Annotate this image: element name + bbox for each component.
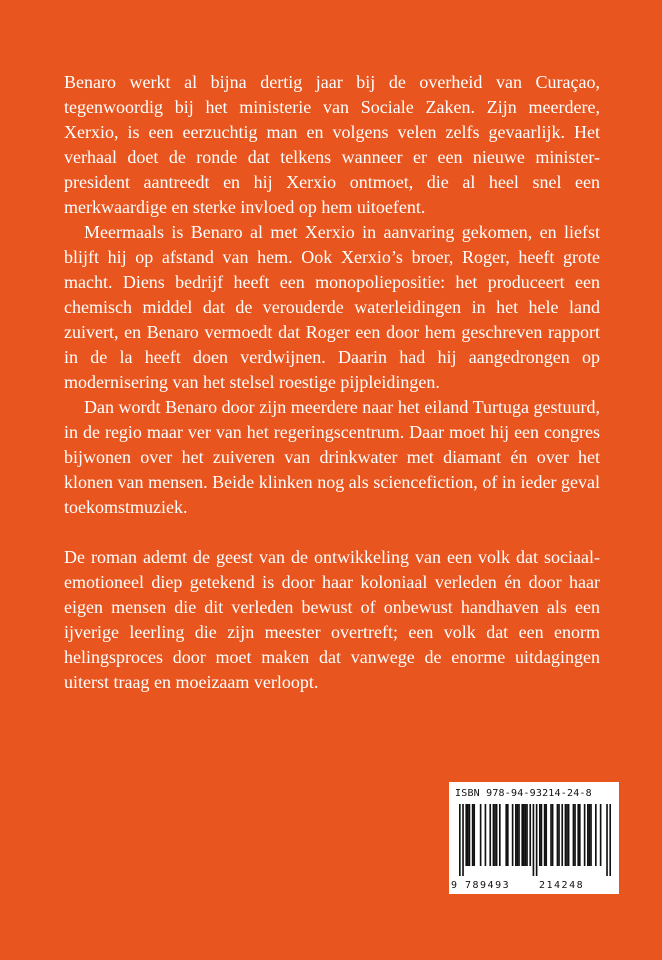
barcode-bar [465,804,467,866]
barcode-bar [517,804,519,866]
barcode-bar [579,804,581,866]
barcode-bar [565,804,567,866]
barcode-bar [606,804,608,876]
barcode-bar [545,804,547,866]
barcode-bar [561,804,563,866]
barcode-bar [493,804,495,866]
barcode-bar [472,804,474,866]
barcode-bar [518,804,520,866]
barcode-bar [595,804,597,866]
barcode-bar [552,804,554,866]
barcode-digits-right: 214248 [539,880,585,891]
barcode-bar [459,804,461,876]
barcode-bar [499,804,501,866]
barcode-bar [557,804,559,866]
isbn-barcode [449,782,619,894]
barcode-bar [568,804,570,866]
barcode-bars [459,804,611,876]
barcode-bar [544,804,546,866]
barcode-bar [462,804,464,876]
barcode-bar [577,804,579,866]
barcode-bar [480,804,482,866]
barcode-bar [467,804,469,866]
barcode-bar [526,804,528,866]
barcode-bar [469,804,471,866]
barcode-bar [600,804,602,866]
barcode-bar [529,804,531,866]
blurb-paragraph-1: Benaro werkt al bijna dertig jaar bij de overheid van Curaçao, tegenwoordig bij het ministerie van Sociale Zaken. Zijn meerdere, Xerxio, is een eerzuchtig man en volgens velen zelfs gevaarlijk. Het verhaal doet de ronde dat telkens wanneer er een nieuwe minister-president aantreedt en hij Xerxio ontmoet, die al heel snel een merkwaardige en sterke invloed op hem uitoefent. [64,72,600,217]
barcode-bar [515,804,517,866]
barcode-bar [590,804,592,866]
barcode-bar [609,804,611,876]
barcode-bar [573,804,575,866]
blurb-paragraph-3: Dan wordt Benaro door zijn meerdere naar het eiland Turtuga gestuurd, in de regio maar ver van het regeringscentrum. Daar moet hij een congres bijwonen over het zuiveren van drinkwater met diamant én over het klonen van mensen. Beide klinken nog als sciencefiction, of in ieder geval toekomstmuziek. [64,397,600,517]
barcode-bar [566,804,568,866]
barcode-bar [584,804,586,866]
back-cover-blurb [64,70,600,695]
barcode-graphic [459,804,611,876]
barcode-bar [587,804,589,866]
barcode-bar [541,804,543,866]
barcode-bar [525,804,527,866]
barcode-bar [507,804,509,866]
barcode-bar [539,804,541,866]
barcode-bar [523,804,525,866]
barcode-bar [521,804,523,866]
barcode-bar [589,804,591,866]
blurb-paragraph-4: De roman ademt de geest van de ontwikkeling van een volk dat sociaal-emotioneel diep getekend is door haar koloniaal verleden én door haar eigen mensen die dit verleden bewust of onbewust handhaven als een ijverige leerling die zijn meester overtreft; een volk dat een enorm helingsproces door moet maken dat vanwege de enorme uitdagingen uiterst traag en moeizaam verloopt. [64,547,600,692]
barcode-bar [489,804,491,866]
barcode-bar [550,804,552,866]
blurb-paragraph-2: Meermaals is Benaro al met Xerxio in aanvaring gekomen, en liefst blijft hij op afstand van hem. Ook Xerxio’s broer, Roger, heeft grote macht. Diens bedrijf heeft een monopoliepositie: het produceert een chemisch middel dat de verouderde waterleidingen in het hele land zuivert, en Benaro vermoedt dat Roger een door hem geschreven rapport in de la heeft doen verdwijnen. Daarin had hij aangedrongen op modernisering van het stelsel roestige pijpleidingen. [64,222,600,392]
barcode-bar [512,804,514,866]
barcode-bar [485,804,487,866]
barcode-bar [473,804,475,866]
barcode-bar [494,804,496,866]
barcode-bar [533,804,535,876]
barcode-digits-left: 789493 [465,880,511,891]
barcode-bar [496,804,498,866]
barcode-bar [574,804,576,866]
barcode-bar [536,804,538,876]
barcode-digit-first: 9 [451,880,458,891]
barcode-bar [558,804,560,866]
barcode-bar [505,804,507,866]
isbn-label: ISBN 978-94-93214-24-8 [455,788,592,799]
